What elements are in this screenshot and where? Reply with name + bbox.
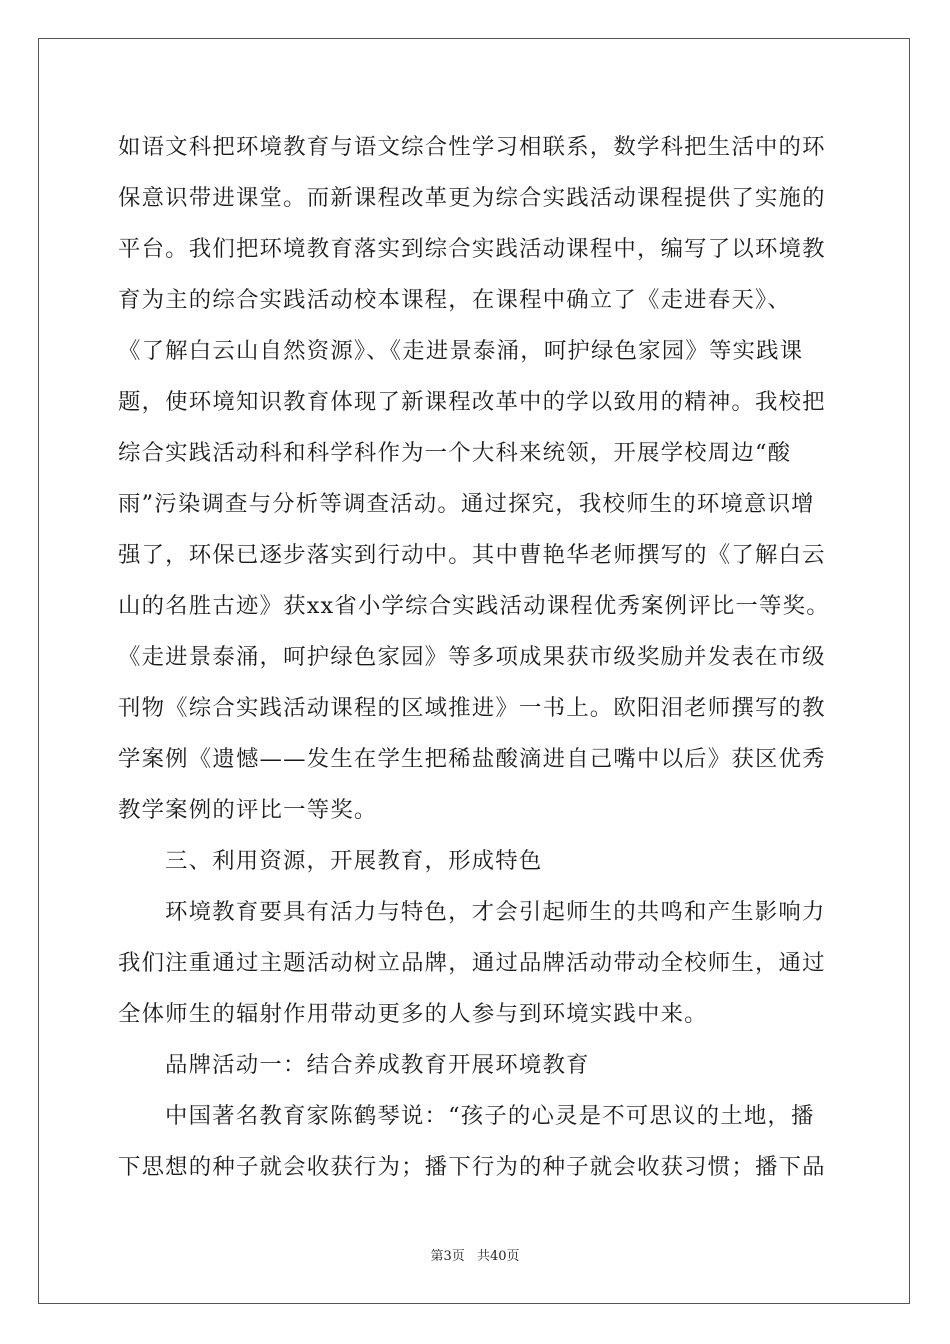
- text-line: 题，使环境知识教育体现了新课程改革中的学以致用的精神。我校把: [118, 389, 826, 415]
- document-body: [118, 122, 838, 1193]
- text-line: 《了解白云山自然资源》、《走进景泰涌，呵护绿色家园》等实践课: [118, 338, 804, 364]
- section-heading: 三、利用资源，开展教育，形成特色: [165, 848, 543, 874]
- text-line: 平台。我们把环境教育落实到综合实践活动课程中，编写了以环境教: [118, 236, 826, 262]
- total-pages: 共40页: [476, 1249, 520, 1264]
- text-line: 强了，环保已逐步落实到行动中。其中曹艳华老师撰写的《了解白云: [118, 542, 826, 568]
- text-line: 雨”污染调查与分析等调查活动。通过探究，我校师生的环境意识增: [118, 491, 815, 517]
- text-line: 《走进景泰涌，呵护绿色家园》等多项成果获市级奖励并发表在市级: [118, 644, 826, 670]
- text-line: 育为主的综合实践活动校本课程，在课程中确立了《走进春天》、: [118, 287, 791, 313]
- subsection-heading: 品牌活动一：结合养成教育开展环境教育: [165, 1052, 590, 1078]
- page-number: 第3页: [430, 1249, 465, 1264]
- text-line: 全体师生的辐射作用带动更多的人参与到环境实践中来。: [118, 1001, 708, 1027]
- text-line: 综合实践活动科和科学科作为一个大科来统领，开展学校周边“酸: [118, 440, 792, 466]
- text-line: 环境教育要具有活力与特色，才会引起师生的共鸣和产生影响力: [165, 899, 826, 925]
- text-line: 刊物《综合实践活动课程的区域推进》一书上。欧阳泪老师撰写的教: [118, 695, 826, 721]
- text-line: 中国著名教育家陈鹤琴说：“孩子的心灵是不可思议的土地，播: [165, 1103, 815, 1129]
- text-line: 如语文科把环境教育与语文综合性学习相联系，数学科把生活中的环: [118, 134, 826, 160]
- text-line: 学案例《遗憾——发生在学生把稀盐酸滴进自己嘴中以后》获区优秀: [118, 746, 826, 772]
- text-line: 下思想的种子就会收获行为；播下行为的种子就会收获习惯；播下品: [118, 1154, 826, 1180]
- text-line: 我们注重通过主题活动树立品牌，通过品牌活动带动全校师生，通过: [118, 950, 826, 976]
- text-line: 保意识带进课堂。而新课程改革更为综合实践活动课程提供了实施的: [118, 185, 826, 211]
- text-line: 教学案例的评比一等奖。: [118, 797, 378, 823]
- text-line: 山的名胜古迹》获xx省小学综合实践活动课程优秀案例评比一等奖。: [118, 593, 830, 619]
- page-footer: [0, 1245, 950, 1264]
